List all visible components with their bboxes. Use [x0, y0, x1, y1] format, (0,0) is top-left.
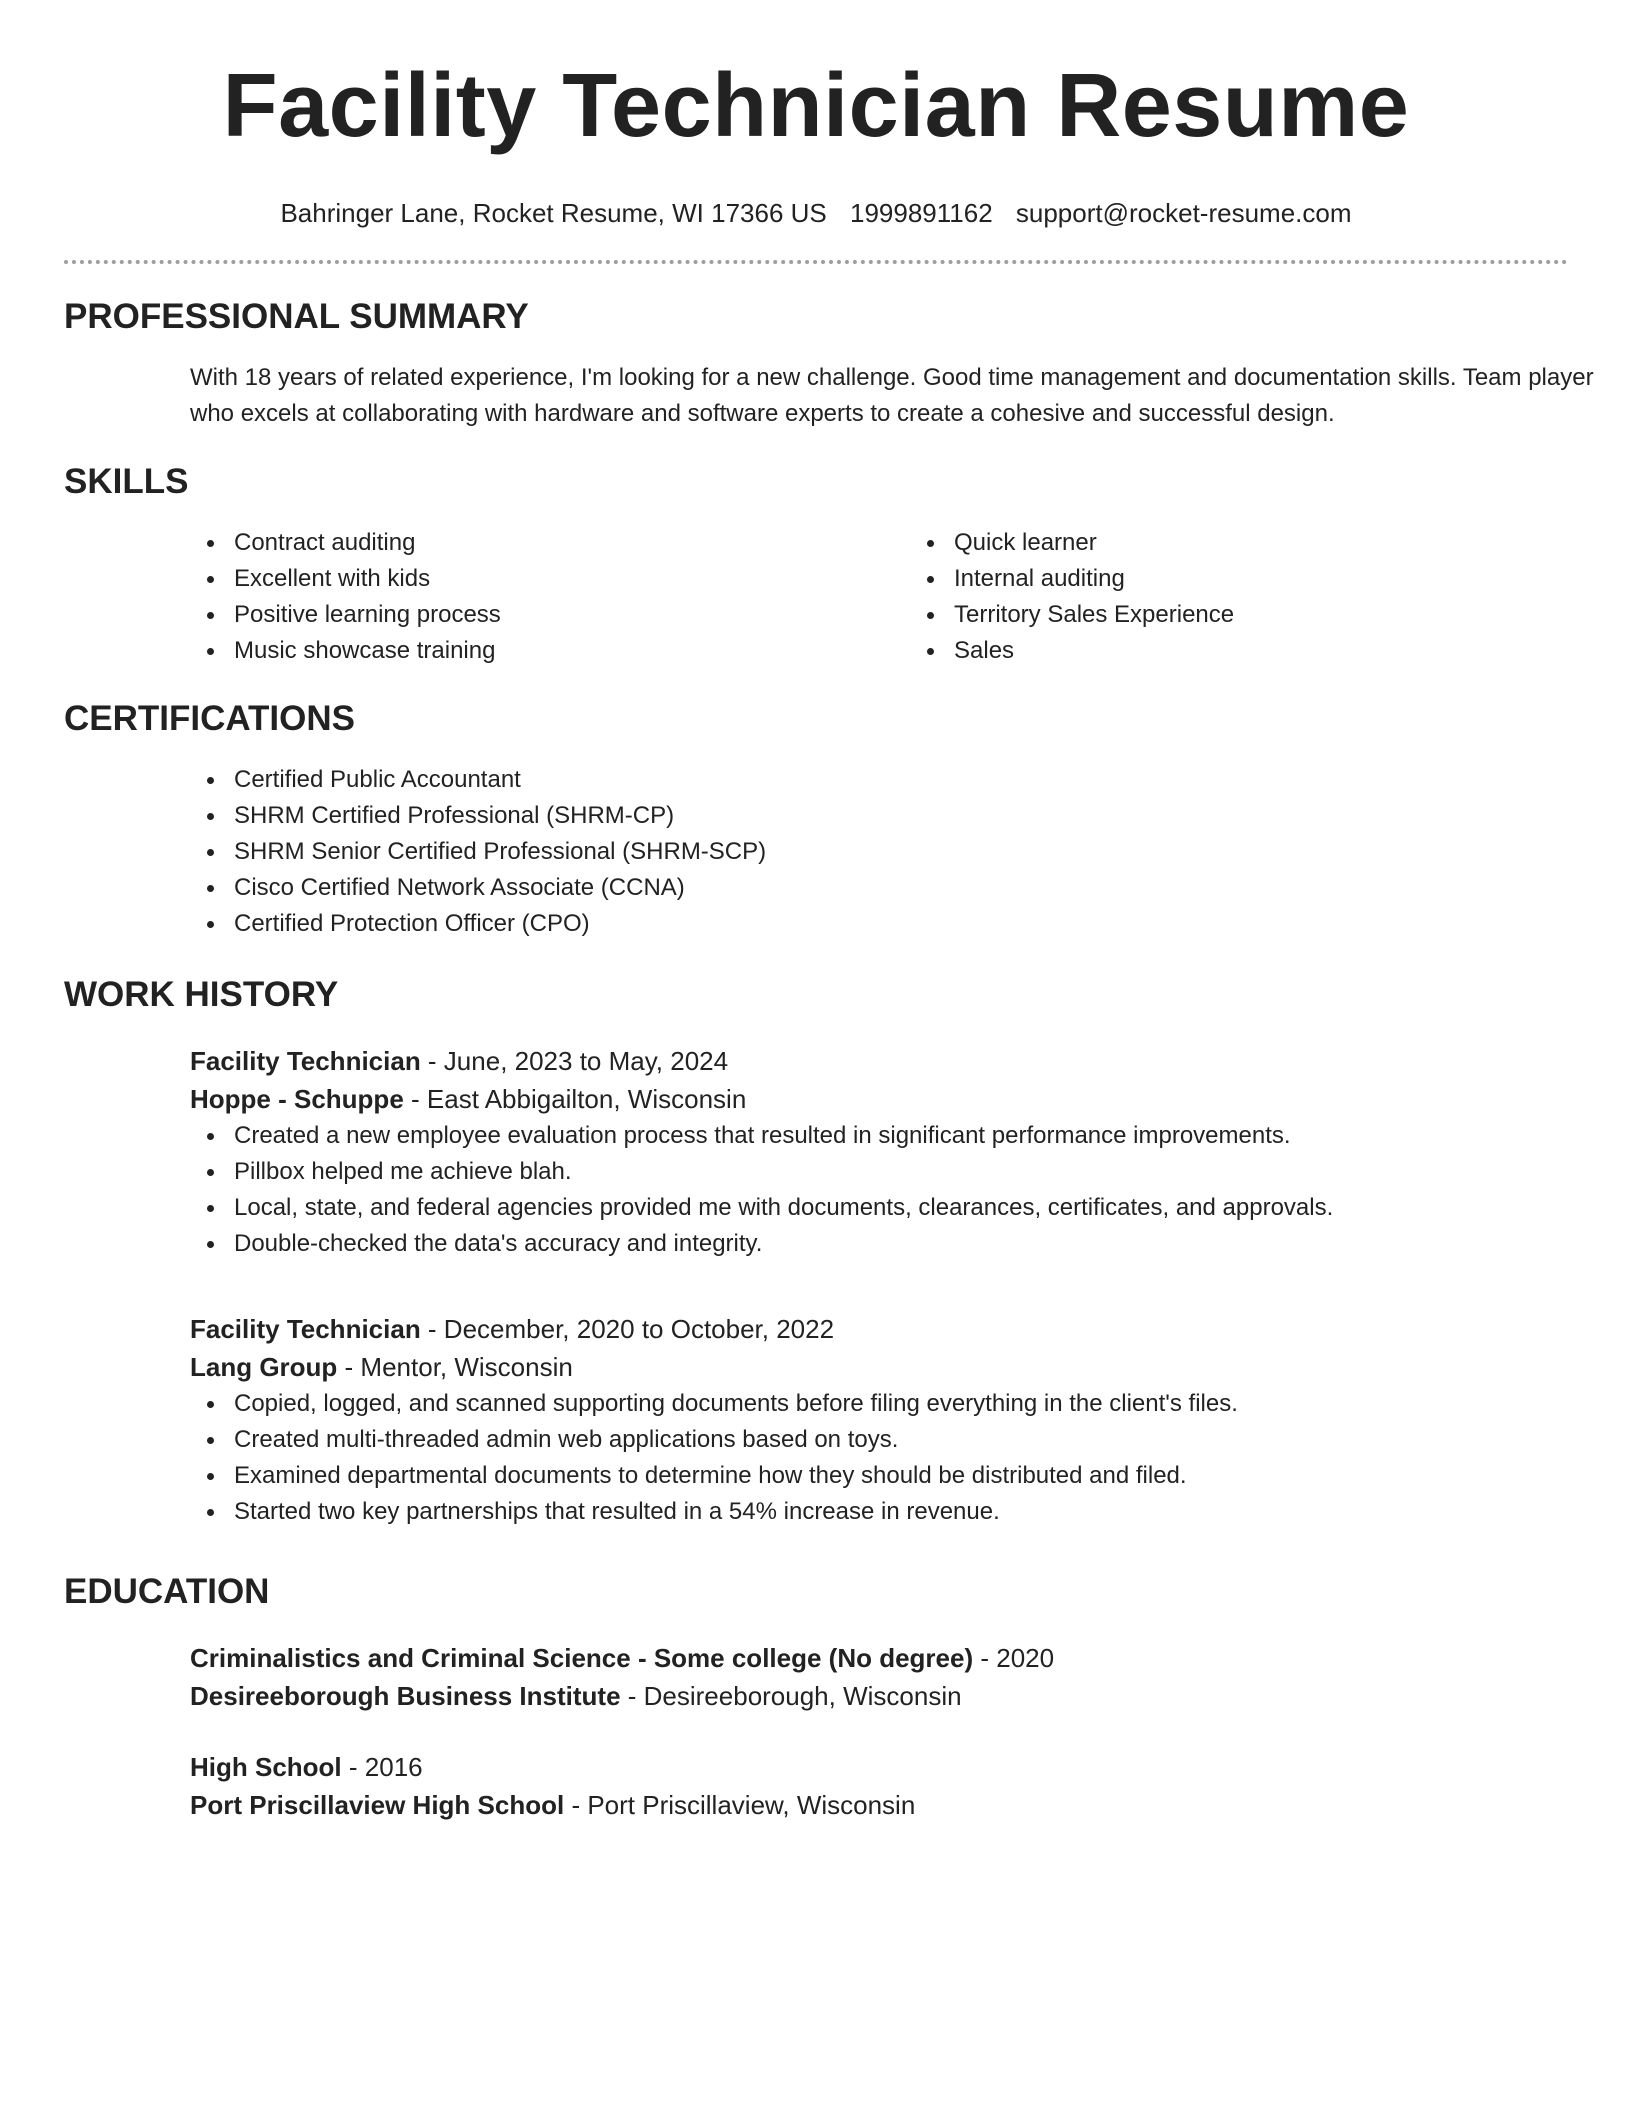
job-bullets [190, 1386, 1630, 1530]
job-location: - East Abbigailton, Wisconsin [403, 1084, 747, 1114]
skills-list-right [910, 525, 1630, 669]
certification-item: Certified Public Accountant [234, 762, 1630, 798]
job-title-line [190, 1042, 1630, 1080]
education-school: Port Priscillaview High School [190, 1790, 565, 1820]
work-heading: WORK HISTORY [64, 975, 339, 1014]
education-school: Desireeborough Business Institute [190, 1681, 621, 1711]
job-company-line [190, 1348, 1630, 1386]
skills-section [64, 525, 1630, 669]
contact-phone: 1999891162 [849, 198, 993, 228]
certification-item: Cisco Certified Network Associate (CCNA) [234, 870, 1630, 906]
job-bullet: Started two key partnerships that resulted in a 54% increase in revenue. [234, 1494, 1630, 1530]
education-degree: High School [190, 1752, 342, 1782]
contact-address: Bahringer Lane, Rocket Resume, WI 17366 US [280, 198, 827, 228]
skills-heading: SKILLS [64, 462, 189, 501]
skill-item: Positive learning process [234, 597, 910, 633]
job-company-line [190, 1080, 1630, 1118]
certifications-heading: CERTIFICATIONS [64, 699, 356, 738]
certifications-list [190, 762, 1630, 942]
job-company: Lang Group [190, 1352, 338, 1382]
certification-item: SHRM Certified Professional (SHRM-CP) [234, 798, 1630, 834]
job-bullet: Double-checked the data's accuracy and integrity. [234, 1226, 1630, 1262]
education-degree-line [190, 1639, 1630, 1677]
header-divider [64, 260, 1568, 264]
education-heading: EDUCATION [64, 1572, 270, 1611]
summary-text: With 18 years of related experience, I'm looking for a new challenge. Good time management and documentation skills. Team player who excels at collaborating with hardware and software experts to create a cohesive and successful design. [190, 364, 1594, 427]
job-bullet: Created a new employee evaluation process that resulted in significant performance improvements. [234, 1118, 1630, 1154]
summary-section [64, 360, 1630, 432]
skills-list-left [190, 525, 910, 669]
certifications-section [64, 762, 1630, 942]
job-title: Facility Technician [190, 1046, 421, 1076]
job-dates: - June, 2023 to May, 2024 [420, 1046, 729, 1076]
job-bullet: Created multi-threaded admin web applications based on toys. [234, 1422, 1630, 1458]
education-year: - 2020 [973, 1643, 1055, 1673]
skill-item: Sales [954, 633, 1630, 669]
skills-grid [190, 525, 1630, 669]
job-bullet: Copied, logged, and scanned supporting documents before filing everything in the client's files. [234, 1386, 1630, 1422]
job-bullet: Pillbox helped me achieve blah. [234, 1154, 1630, 1190]
contact-email: support@rocket-resume.com [1015, 198, 1352, 228]
education-degree: Criminalistics and Criminal Science - Some college (No degree) [190, 1643, 974, 1673]
certification-item: Certified Protection Officer (CPO) [234, 906, 1630, 942]
job-bullet: Local, state, and federal agencies provided me with documents, clearances, certificates, and approvals. [234, 1190, 1630, 1226]
job-title-line [190, 1310, 1630, 1348]
job-entry [64, 1042, 1630, 1262]
skill-item: Internal auditing [954, 561, 1630, 597]
skill-item: Contract auditing [234, 525, 910, 561]
education-location: - Desireeborough, Wisconsin [620, 1681, 962, 1711]
page-title: Facility Technician Resume [222, 56, 1410, 156]
job-dates: - December, 2020 to October, 2022 [420, 1314, 835, 1344]
job-bullet: Examined departmental documents to determine how they should be distributed and filed. [234, 1458, 1630, 1494]
summary-heading: PROFESSIONAL SUMMARY [64, 297, 529, 336]
education-entry [64, 1639, 1630, 1715]
skill-item: Music showcase training [234, 633, 910, 669]
skill-item: Territory Sales Experience [954, 597, 1630, 633]
job-bullets [190, 1118, 1630, 1262]
contact-line [64, 196, 1568, 230]
education-degree-line [190, 1748, 1630, 1786]
job-entry [64, 1310, 1630, 1530]
education-school-line [190, 1786, 1630, 1824]
job-title: Facility Technician [190, 1314, 421, 1344]
education-year: - 2016 [341, 1752, 423, 1782]
job-location: - Mentor, Wisconsin [337, 1352, 573, 1382]
job-company: Hoppe - Schuppe [190, 1084, 404, 1114]
skill-item: Excellent with kids [234, 561, 910, 597]
certification-item: SHRM Senior Certified Professional (SHRM-SCP) [234, 834, 1630, 870]
skill-item: Quick learner [954, 525, 1630, 561]
education-entry [64, 1748, 1630, 1824]
education-location: - Port Priscillaview, Wisconsin [564, 1790, 916, 1820]
education-school-line [190, 1677, 1630, 1715]
